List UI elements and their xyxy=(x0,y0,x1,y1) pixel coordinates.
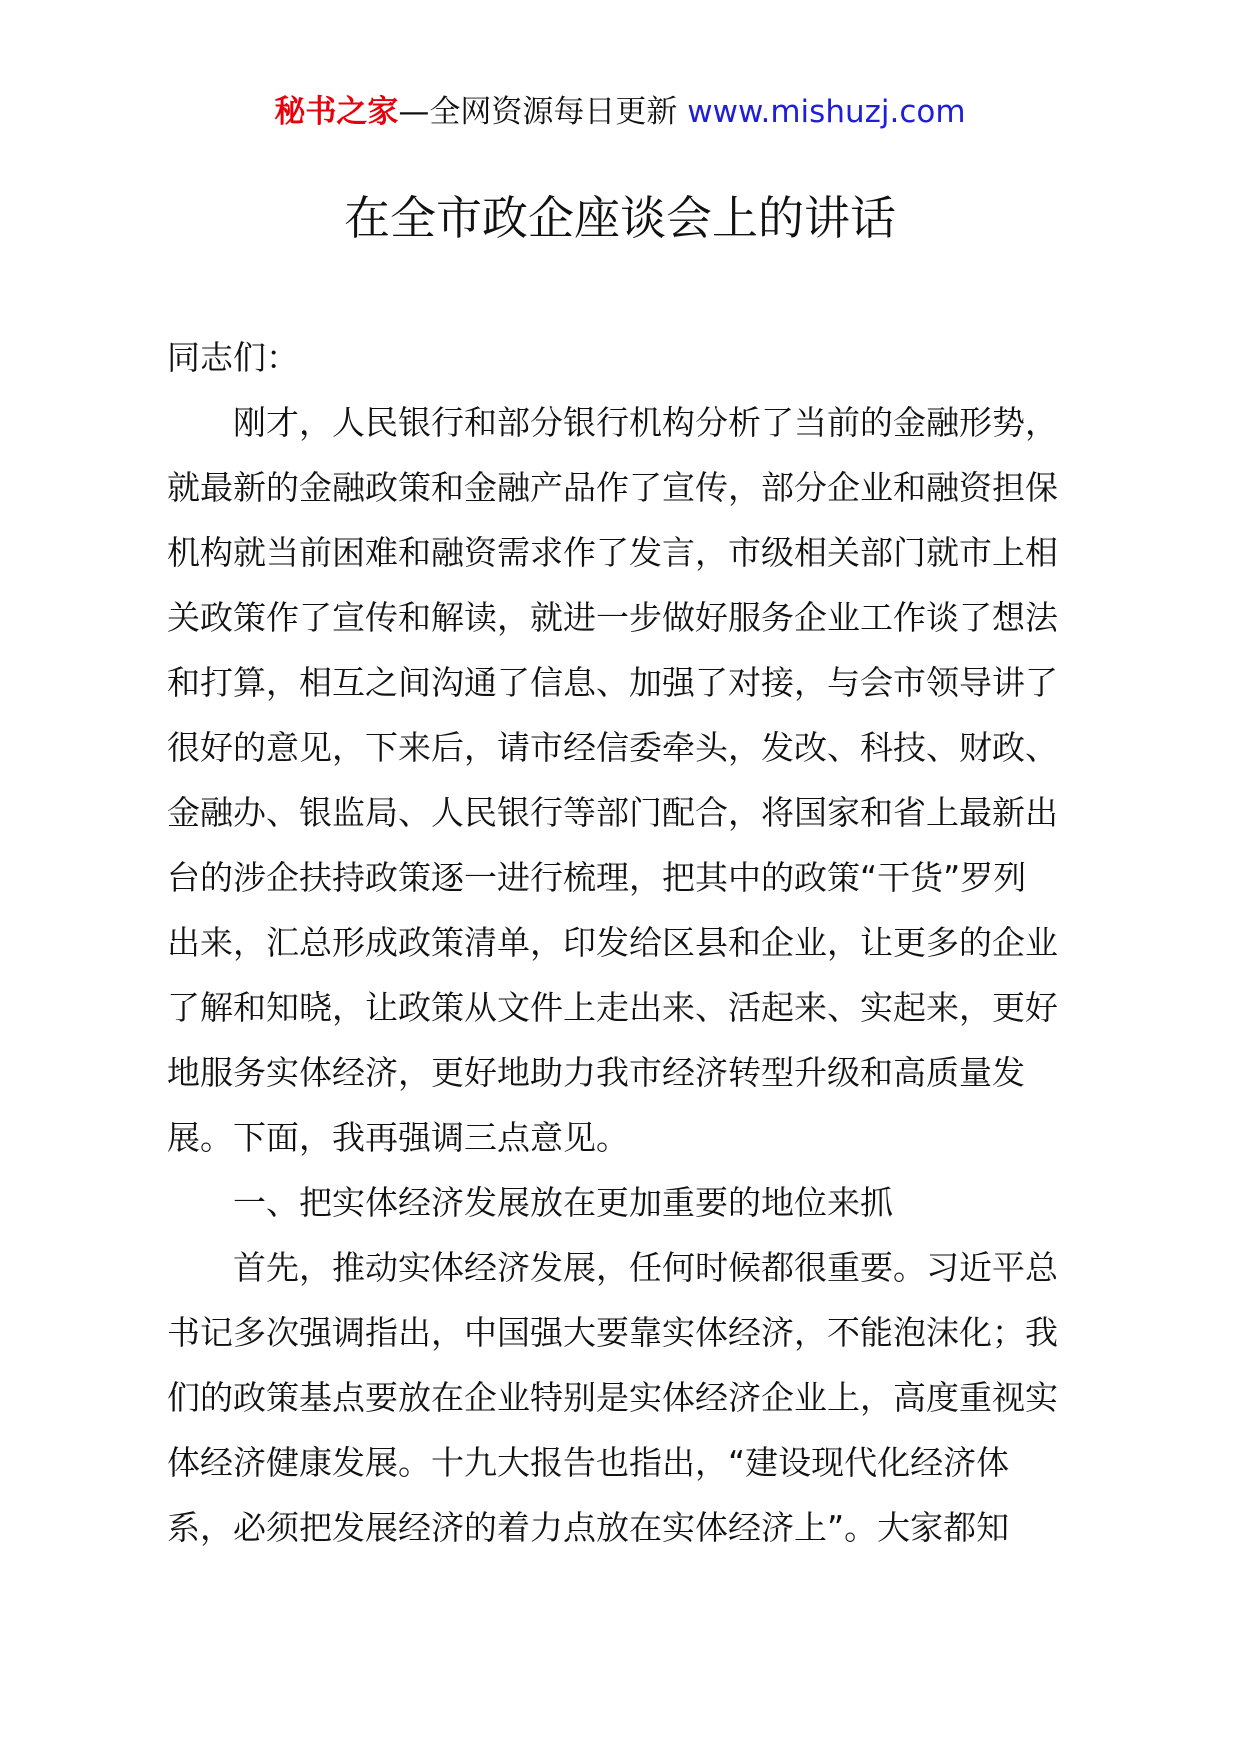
body-line: 台的涉企扶持政策逐一进行梳理，把其中的政策“干货”罗列 xyxy=(167,858,1027,897)
site-url-link[interactable]: www.mishuzj.com xyxy=(687,94,966,130)
body-line: 同志们： xyxy=(167,338,299,377)
body-line: 系，必须把发展经济的着力点放在实体经济上”。大家都知 xyxy=(167,1508,1010,1547)
body-line: 了解和知晓，让政策从文件上走出来、活起来、实起来，更好 xyxy=(167,988,1058,1027)
body-line: 体经济健康发展。十九大报告也指出，“建设现代化经济体 xyxy=(167,1443,1010,1482)
body-line: 机构就当前困难和融资需求作了发言，市级相关部门就市上相 xyxy=(167,533,1058,572)
document-title: 在全市政企座谈会上的讲话 xyxy=(344,191,896,245)
body-line: 书记多次强调指出，中国强大要靠实体经济，不能泡沫化；我 xyxy=(167,1313,1058,1352)
body-line: 首先，推动实体经济发展，任何时候都很重要。习近平总 xyxy=(233,1248,1058,1287)
document-body xyxy=(167,325,1077,1560)
body-line: 关政策作了宣传和解读，就进一步做好服务企业工作谈了想法 xyxy=(167,598,1058,637)
site-tagline: —全网资源每日更新 xyxy=(398,94,678,130)
body-line: 展。下面，我再强调三点意见。 xyxy=(167,1118,629,1157)
body-line: 很好的意见，下来后，请市经信委牵头，发改、科技、财政、 xyxy=(167,728,1058,767)
body-line: 和打算，相互之间沟通了信息、加强了对接，与会市领导讲了 xyxy=(167,663,1058,702)
site-brand: 秘书之家 xyxy=(274,94,399,130)
body-line: 出来，汇总形成政策清单，印发给区县和企业，让更多的企业 xyxy=(167,923,1058,962)
body-line: 金融办、银监局、人民银行等部门配合，将国家和省上最新出 xyxy=(167,793,1058,832)
section-heading: 一、把实体经济发展放在更加重要的地位来抓 xyxy=(233,1183,893,1222)
body-line: 刚才，人民银行和部分银行机构分析了当前的金融形势， xyxy=(233,403,1058,442)
site-header xyxy=(0,92,1240,132)
body-line: 地服务实体经济，更好地助力我市经济转型升级和高质量发 xyxy=(167,1053,1025,1092)
body-line: 们的政策基点要放在企业特别是实体经济企业上，高度重视实 xyxy=(167,1378,1058,1417)
body-line: 就最新的金融政策和金融产品作了宣传，部分企业和融资担保 xyxy=(167,468,1058,507)
